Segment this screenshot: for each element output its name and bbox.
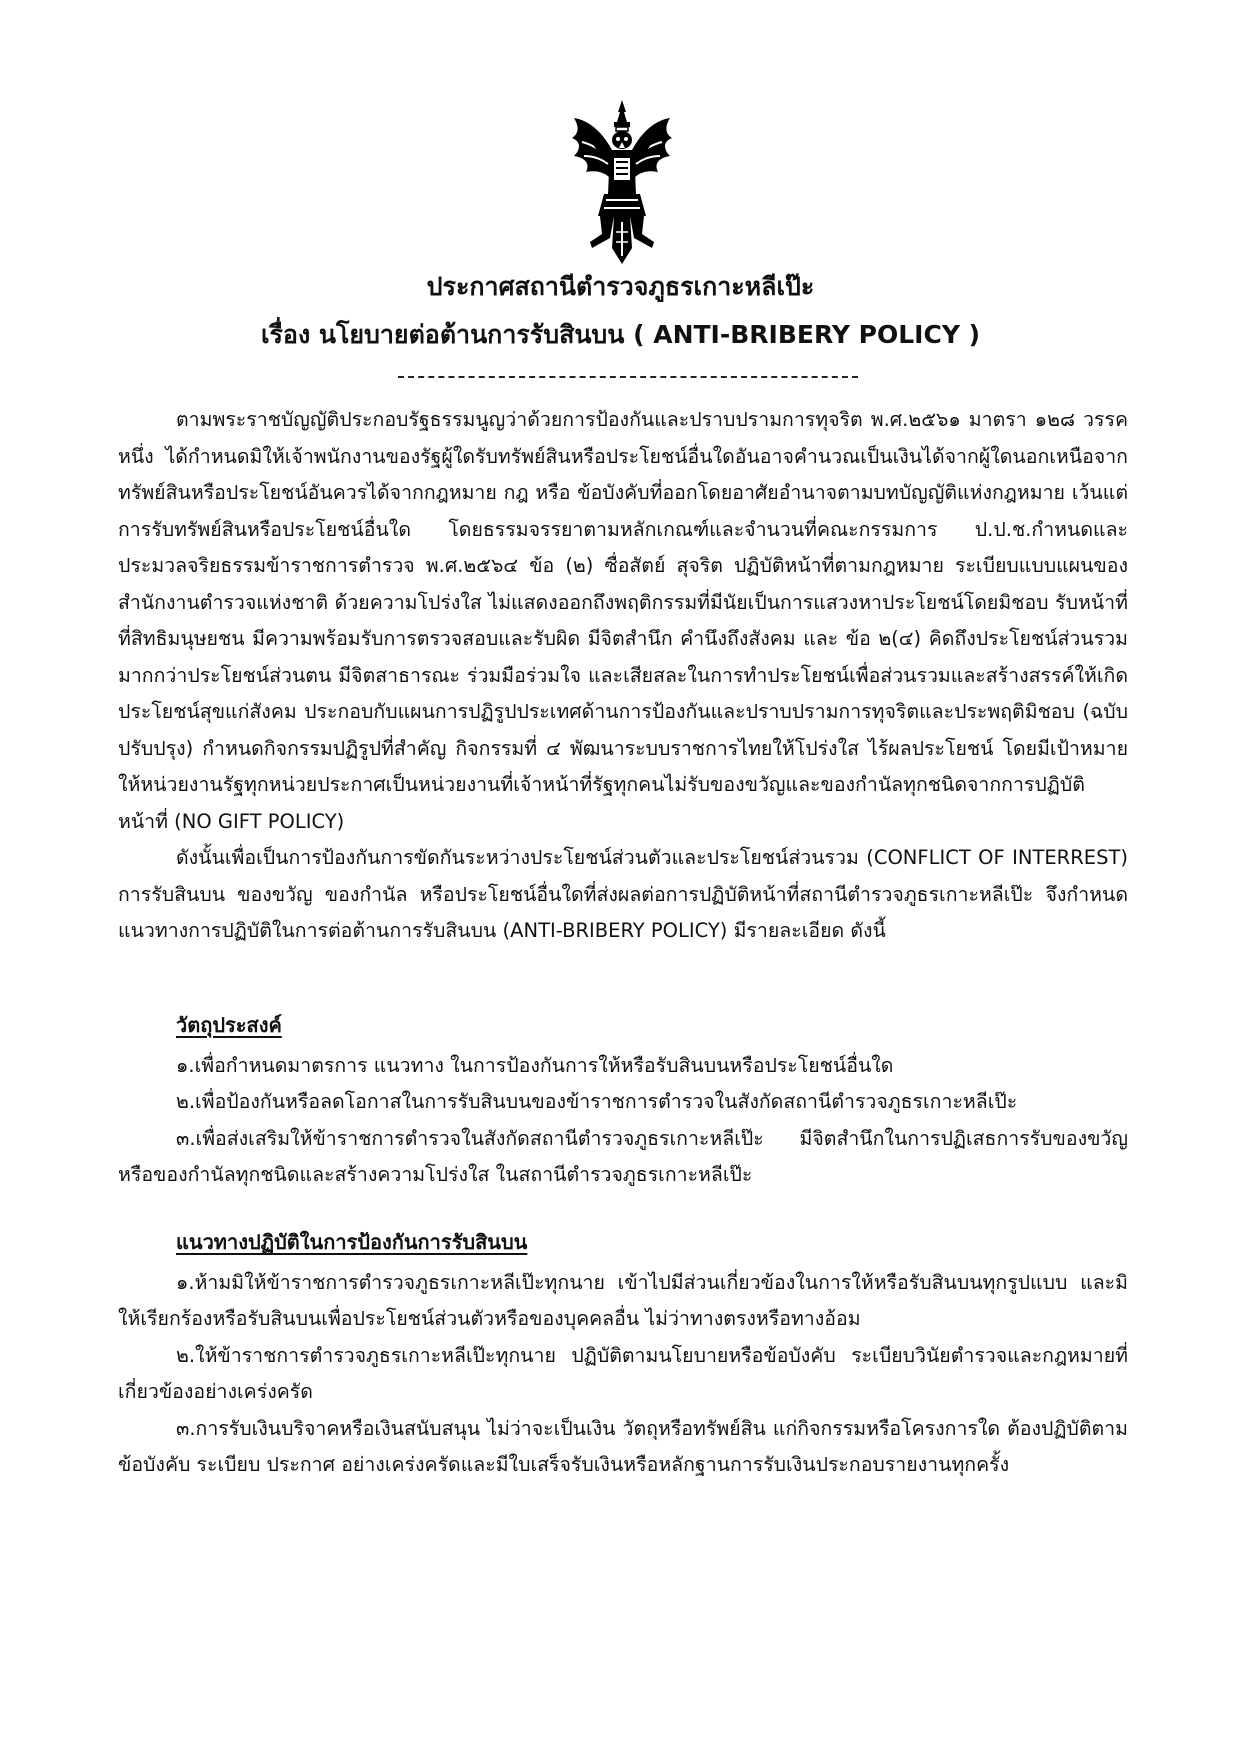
guidelines-section [118,1224,1128,1484]
intro-section [118,402,1128,950]
announcement-title: ประกาศสถานีตำรวจภูธรเกาะหลีเป๊ะ [426,272,815,301]
objectives-heading: วัตถุประสงค์ [176,1013,282,1037]
garuda-emblem-icon [570,98,674,266]
guideline-item-3: ๓.การรับเงินบริจาคหรือเงินสนับสนุน ไม่ว่าจะเป็นเงิน วัตถุหรือทรัพย์สิน แก่กิจกรรมหรือโครงการใด ต้องปฏิบัติตามข้อบังคับ ระเบียบ ประกาศ อย่างเคร่งครัดและมีใบเสร็จรับเงินหรือหลักฐานการรับเงินประกอบรายงานทุกครั้ง [118,1416,1128,1476]
guidelines-heading: แนวทางปฏิบัติในการป้องกันการรับสินบน [176,1230,528,1254]
title-divider [398,376,858,378]
guideline-item-2: ๒.ให้ข้าราชการตำรวจภูธรเกาะหลีเป๊ะทุกนาย ปฏิบัติตามนโยบายหรือข้อบังคับ ระเบียบวินัยตำรวจและกฎหมายที่เกี่ยวข้องอย่างเคร่งครัด [118,1343,1128,1403]
guideline-item-1: ๑.ห้ามมิให้ข้าราชการตำรวจภูธรเกาะหลีเป๊ะทุกนาย เข้าไปมีส่วนเกี่ยวข้องในการให้หรือรับสินบนทุกรูปแบบ และมิให้เรียกร้องหรือรับสินบนเพื่อประโยชน์ส่วนตัวหรือของบุคคลอื่น ไม่ว่าทางตรงหรือทางอ้อม [118,1270,1128,1330]
intro-paragraph-1: ตามพระราชบัญญัติประกอบรัฐธรรมนูญว่าด้วยการป้องกันและปราบปรามการทุจริต พ.ศ.๒๕๖๑ มาตรา ๑๒๘ วรรคหนึ่ง ได้กำหนดมิให้เจ้าพนักงานของรัฐผู้ใดรับทรัพย์สินหรือประโยชน์อื่นใดอันอาจคำนวณเป็นเงินได้จากผู้ใดนอกเหนือจากทรัพย์สินหรือประโยชน์อันควรได้จากกฎหมาย กฎ หรือ ข้อบังคับที่ออกโดยอาศัยอำนาจตามบทบัญญัติแห่งกฎหมาย เว้นแต่การรับทรัพย์สินหรือประโยชน์อื่นใด โดยธรรมจรรยาตามหลักเกณฑ์และจำนวนที่คณะกรรมการ ป.ป.ช.กำหนดและประมวลจริยธรรมข้าราชการตำรวจ พ.ศ.๒๕๖๔ ข้อ (๒) ซื่อสัตย์ สุจริต ปฏิบัติหน้าที่ตามกฎหมาย ระเบียบแบบแผนของสำนักงานตำรวจแห่งชาติ ด้วยความโปร่งใส ไม่แสดงออกถึงพฤติกรรมที่มีนัยเป็นการแสวงหาประโยชน์โดยมิชอบ รับหน้าที่ที่สิทธิมนุษยชน มีความพร้อมรับการตรวจสอบและรับผิด มีจิตสำนึก คำนึงถึงสังคม และ ข้อ ๒(๔) คิดถึงประโยชน์ส่วนรวมมากกว่าประโยชน์ส่วนตน มีจิตสาธารณะ ร่วมมือร่วมใจ และเสียสละในการทำประโยชน์เพื่อส่วนรวมและสร้างสรรค์ให้เกิดประโยชน์สุขแก่สังคม ประกอบกับแผนการปฏิรูปประเทศด้านการป้องกันและปราบปรามการทุจริตและประพฤติมิชอบ (ฉบับปรับปรุง) กำหนดกิจกรรมปฏิรูปที่สำคัญ กิจกรรมที่ ๔ พัฒนาระบบราชการไทยให้โปร่งใส ไร้ผลประโยชน์ โดยมีเป้าหมายให้หน่วยงานรัฐทุกหน่วยประกาศเป็นหน่วยงานที่เจ้าหน้าที่รัฐทุกคนไม่รับของขวัญและของกำนัลทุกชนิดจากการปฏิบัติหน้าที่ (NO GIFT POLICY) [118,408,1128,833]
objectives-section [118,1007,1128,1194]
objective-item-1: ๑.เพื่อกำหนดมาตรการ แนวทาง ในการป้องกันการให้หรือรับสินบนหรือประโยชน์อื่นใด [176,1053,894,1077]
announcement-subject: เรื่อง นโยบายต่อต้านการรับสินบน ( ANTI-BRIBERY POLICY ) [260,320,981,349]
intro-paragraph-2: ดังนั้นเพื่อเป็นการป้องกันการขัดกันระหว่างประโยชน์ส่วนตัวและประโยชน์ส่วนรวม (CONFLICT OF INTERREST) การรับสินบน ของขวัญ ของกำนัล หรือประโยชน์อื่นใดที่ส่งผลต่อการปฏิบัติหน้าที่สถานีตำรวจภูธรเกาะหลีเป๊ะ จึงกำหนดแนวทางการปฏิบัติในการต่อต้านการรับสินบน (ANTI-BRIBERY POLICY) มีรายละเอียด ดังนี้ [118,846,1128,942]
objective-item-3: ๓.เพื่อส่งเสริมให้ข้าราชการตำรวจในสังกัดสถานีตำรวจภูธรเกาะหลีเป๊ะ มีจิตสำนึกในการปฏิเสธการรับของขวัญหรือของกำนัลทุกชนิดและสร้างความโปร่งใส ในสถานีตำรวจภูธรเกาะหลีเป๊ะ [118,1126,1128,1186]
objective-item-2: ๒.เพื่อป้องกันหรือลดโอกาสในการรับสินบนของข้าราชการตำรวจในสังกัดสถานีตำรวจภูธรเกาะหลีเป๊ะ [176,1090,1018,1113]
